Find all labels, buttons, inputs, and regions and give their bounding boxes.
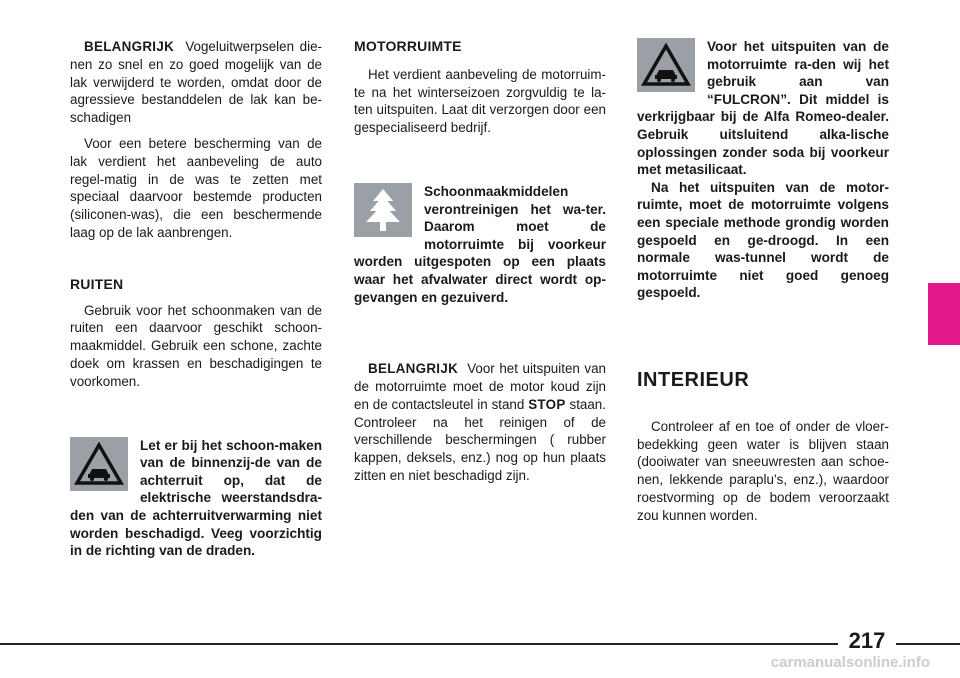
motor-wash-text-a: Voor het uitspuiten van de motorruimte moet de motor koud zijn en de contactsleutel in stand: [354, 361, 606, 412]
rear-window-warning: [70, 437, 322, 560]
motor-wash-text-b: staan. Controleer na het reinigen of de verschillende beschermingen ( rubber kappen, deksels, enz.) nog op hun plaats zitten en niet beschadigd zijn.: [354, 396, 606, 483]
fulcron-warning: [637, 38, 889, 302]
fulcron-warning-text-1: Voor het uitspuiten van de motorruimte ra-den wij het gebruik aan van “FULCRON”. Dit middel is verkrijgbaar bij de Alfa Romeo-dealer. Gebruik uitsluitend alka-lische oplossingen zonder soda bij voorkeur met metasilicaat.: [637, 39, 889, 178]
ruiten-heading: RUITEN: [70, 275, 124, 292]
fulcron-warning-text-2: Na het uitspuiten van de motor-ruimte, moet de motorruimte volgens een speciale methode grondig worden gespoeld en ge-droogd. In een normale was-tunnel wordt de motorruimte niet goed genoeg gespoeld.: [637, 179, 889, 301]
ruiten-paragraph: Gebruik voor het schoonmaken van de ruiten een daarvoor geschikt schoon-maakmiddel. Gebruik een schone, zachte doek om krassen en beschadigingen te voorkomen.: [70, 302, 322, 389]
bird-droppings-text: Vogeluitwerpselen die-nen zo snel en zo goed mogelijk van de lak verwijderd te worden, omdat door de agressieve bestanddelen de lak kan be-schadigen: [70, 39, 322, 126]
motorruimte-heading: MOTORRUIMTE: [354, 38, 462, 54]
stop-label: STOP: [528, 396, 566, 412]
car-warning-icon: [637, 38, 695, 92]
bird-droppings-paragraph: [70, 38, 322, 127]
motor-wash-important-paragraph: [354, 360, 606, 485]
page-number: 217: [838, 628, 896, 654]
rear-window-warning-text: Let er bij het schoon-maken van de binnenzij-de van de achterruit op, dat de elektrische weerstandsdra-den van de achterruitverwarming niet worden beschadigd. Veeg voorzichtig in de richting van de draden.: [70, 437, 322, 559]
environment-notice: [354, 183, 606, 306]
column-1: [70, 38, 322, 560]
watermark: carmanualsonline.info: [770, 654, 930, 671]
tree-icon: [354, 183, 412, 237]
column-3: [637, 38, 889, 524]
interieur-title: INTERIEUR: [637, 368, 750, 391]
interieur-paragraph: Controleer af en toe of onder de vloer-bedekking geen water is blijven staan (dooiwater van sneeuwresten aan schoe-nen, lekkende paraplu’s, enz.), waardoor roestvorming op de bodem veroorzaakt zou kunnen worden.: [637, 418, 889, 523]
motorruimte-paragraph: Het verdient aanbeveling de motorruim-te na het winterseizoen zorgvuldig te la-ten uitspuiten. Laat dit verzorgen door een gespecialiseerd bedrijf.: [354, 66, 606, 136]
column-2: [354, 38, 606, 485]
wax-paragraph: Voor een betere bescherming van de lak verdient het aanbeveling de auto regel-matig in de was te zetten met speciaal daarvoor bestemde producten (siliconen-was), die een beschermende laag op de lak aanbrengen.: [70, 135, 322, 240]
footer-rule: [0, 643, 960, 645]
section-tab-marker: [928, 283, 960, 345]
important-label: BELANGRIJK: [84, 39, 175, 54]
car-warning-icon: [70, 437, 128, 491]
important-label: BELANGRIJK: [368, 361, 459, 377]
environment-notice-text: Schoonmaakmiddelen verontreinigen het wa-ter. Daarom moet de motorruimte bij voorkeur worden uitgespoten op een plaats waar het afvalwater direct wordt op-gevangen en gezuiverd.: [354, 183, 606, 305]
